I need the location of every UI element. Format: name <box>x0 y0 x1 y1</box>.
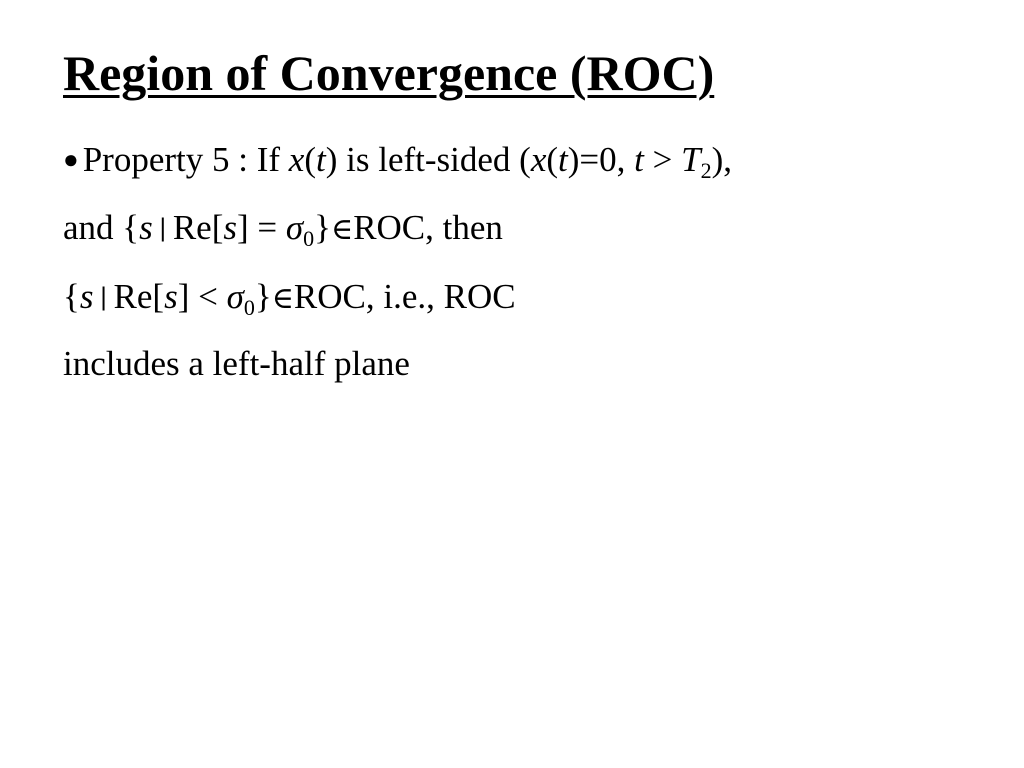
equals: ] = <box>236 208 286 247</box>
line1-suffix: ), <box>711 140 733 179</box>
var-s-2: s <box>223 208 237 247</box>
var-t-3: t <box>634 140 644 179</box>
condition-line <box>63 207 503 249</box>
re-open: Re[ <box>172 208 224 247</box>
property-prefix: Property 5 : If <box>82 140 289 179</box>
set-bar: | <box>158 214 167 242</box>
var-T: T <box>681 140 701 179</box>
slide-title: Region of Convergence (ROC) <box>63 45 715 101</box>
property-5-line <box>63 139 732 181</box>
equals-zero: )=0, <box>567 140 635 179</box>
paren-open: ( <box>304 140 316 179</box>
brace-open: { <box>63 277 80 316</box>
element-of-icon: ∈ <box>330 212 354 247</box>
brace-close: } <box>314 208 331 247</box>
sigma-subscript: 0 <box>303 226 315 251</box>
greater-than: > <box>643 140 682 179</box>
element-of-icon-2: ∈ <box>271 281 294 316</box>
var-s-3: s <box>79 277 94 316</box>
roc-ie: ROC, i.e., ROC <box>293 277 516 316</box>
var-t: t <box>316 140 326 179</box>
sigma-2: σ <box>226 277 244 316</box>
left-sided-text: ) is left-sided ( <box>325 140 531 179</box>
var-s-4: s <box>164 277 178 316</box>
sigma: σ <box>285 208 304 247</box>
re-open-2: Re[ <box>113 277 165 316</box>
less-than: ] < <box>177 277 227 316</box>
roc-then: ROC, then <box>353 208 503 247</box>
conclusion-line <box>63 276 516 318</box>
var-t-2: t <box>558 140 568 179</box>
paren-open-2: ( <box>546 140 559 179</box>
T-subscript: 2 <box>700 158 712 183</box>
and-brace: and { <box>63 208 140 247</box>
var-x: x <box>288 140 305 179</box>
bullet-icon: ● <box>63 145 79 174</box>
var-s: s <box>139 208 153 247</box>
var-x-2: x <box>530 140 547 179</box>
set-bar-2: | <box>99 283 108 311</box>
brace-close-2: } <box>254 277 272 316</box>
left-half-plane-line: includes a left-half plane <box>63 344 410 383</box>
sigma-subscript-2: 0 <box>243 295 255 320</box>
